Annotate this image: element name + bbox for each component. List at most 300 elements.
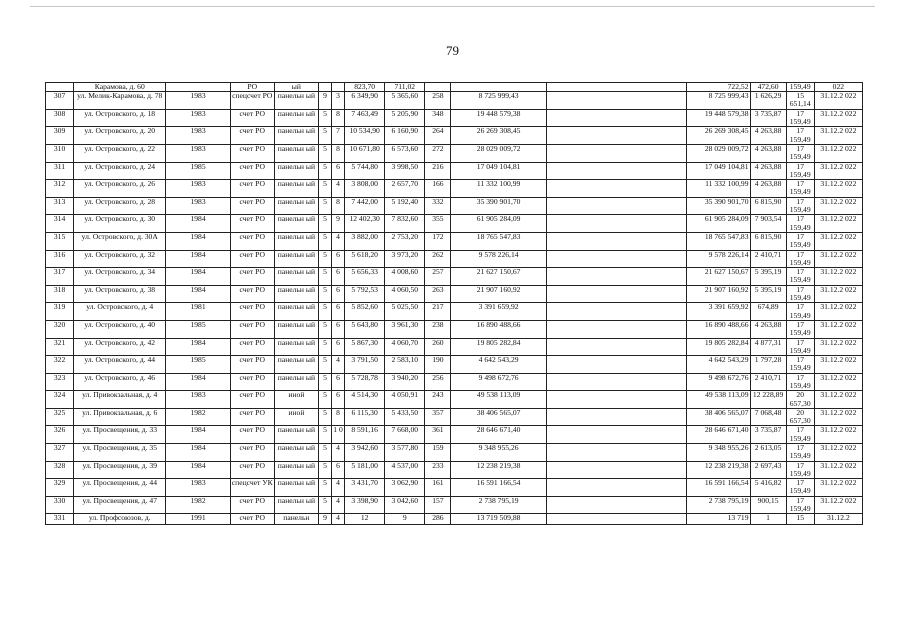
cell-cost-per-sqm: 7 068,48 [750, 408, 786, 426]
cell-address: ул. Просвещения, д. 47 [74, 496, 166, 514]
cell-wall-material: панельн ый [274, 92, 318, 110]
cell-total-area: 3 398,90 [345, 496, 385, 514]
cell-cost: 61 905 284,09 [451, 215, 546, 233]
cell-total-area: 8 591,16 [345, 426, 385, 444]
cell-deadline: 31.12.2 022 [814, 250, 862, 268]
cell-total-area: 3 882,00 [345, 232, 385, 250]
cell-row-number: 326 [46, 426, 74, 444]
cell-wall-material: панельн ый [274, 320, 318, 338]
cell-wall-material: панельн ый [274, 496, 318, 514]
cell-total-area: 6 115,30 [345, 408, 385, 426]
cell-wall-material: панельн ый [274, 303, 318, 321]
cell-fund-type: счет РО [230, 338, 274, 356]
cell-cost-per-sqm: 1 797,28 [750, 356, 786, 374]
cell-empty-cell [546, 127, 687, 145]
cell-cost: 26 269 308,45 [451, 127, 546, 145]
cell-limit-per-sqm: 17 159,49 [786, 461, 814, 479]
cell-row-number: 330 [46, 496, 74, 514]
cell-cost-total: 11 332 100,99 [687, 180, 750, 198]
cell-address: ул. Островского, д. 42 [74, 338, 166, 356]
cell-deadline: 31.12.2 022 [814, 426, 862, 444]
cell-empty-cell [546, 426, 687, 444]
table-row [46, 127, 863, 145]
cell-address: ул. Островского, д. 30 [74, 215, 166, 233]
cell-floors: 5 [318, 479, 331, 497]
cell-living-area: 5 192,40 [385, 197, 425, 215]
cell-cost: 9 348 955,26 [451, 444, 546, 462]
cell-total-area: 5 867,30 [345, 338, 385, 356]
cell-residents: 172 [425, 232, 451, 250]
cell-floors: 5 [318, 285, 331, 303]
cell-cost: 16 890 488,66 [451, 320, 546, 338]
cell-empty-cell [546, 514, 687, 525]
cell-entrances [332, 83, 345, 92]
cell-cost-total: 19 448 579,38 [687, 109, 750, 127]
cell-entrances: 6 [332, 338, 345, 356]
cell-cost: 16 591 166,54 [451, 479, 546, 497]
cell-limit-per-sqm: 20 657,30 [786, 391, 814, 409]
cell-limit-per-sqm: 17 159,49 [786, 232, 814, 250]
cell-total-area: 3 808,00 [345, 180, 385, 198]
cell-limit-per-sqm: 17 159,49 [786, 426, 814, 444]
cell-wall-material: панельн ый [274, 215, 318, 233]
table-row [46, 250, 863, 268]
cell-total-area: 5 728,78 [345, 373, 385, 391]
cell-residents: 159 [425, 444, 451, 462]
cell-cost: 19 805 282,84 [451, 338, 546, 356]
cell-limit-per-sqm: 17 159,49 [786, 250, 814, 268]
cell-entrances: 6 [332, 303, 345, 321]
table-row [46, 232, 863, 250]
cell-cost-total: 38 406 565,07 [687, 408, 750, 426]
cell-cost-total: 61 905 284,09 [687, 215, 750, 233]
cell-deadline: 31.12.2 022 [814, 496, 862, 514]
cell-total-area: 10 671,80 [345, 144, 385, 162]
cell-total-area: 5 643,80 [345, 320, 385, 338]
cell-floors: 5 [318, 391, 331, 409]
cell-wall-material: панельн ый [274, 338, 318, 356]
cell-cost-per-sqm: 2 613,05 [750, 444, 786, 462]
cell-empty-cell [546, 391, 687, 409]
cell-entrances: 6 [332, 373, 345, 391]
cell-residents: 166 [425, 180, 451, 198]
cell-deadline: 31.12.2 022 [814, 461, 862, 479]
cell-cost-total: 18 765 547,83 [687, 232, 750, 250]
cell-year: 1983 [166, 92, 230, 110]
cell-year: 1985 [166, 356, 230, 374]
cell-address: ул. Островского, д. 34 [74, 268, 166, 286]
table-row [46, 426, 863, 444]
cell-year: 1983 [166, 109, 230, 127]
cell-address: ул. Островского, д. 20 [74, 127, 166, 145]
cell-floors: 5 [318, 250, 331, 268]
cell-deadline: 31.12.2 022 [814, 373, 862, 391]
cell-limit-per-sqm: 17 159,49 [786, 180, 814, 198]
cell-entrances: 4 [332, 180, 345, 198]
table-row [46, 268, 863, 286]
cell-address: ул. Островского, д. 18 [74, 109, 166, 127]
cell-wall-material: панельн ый [274, 373, 318, 391]
cell-floors: 5 [318, 197, 331, 215]
cell-deadline: 31.12.2 022 [814, 391, 862, 409]
cell-floors: 5 [318, 426, 331, 444]
cell-cost-per-sqm: 3 735,87 [750, 109, 786, 127]
cell-address: ул. Островского, д. 46 [74, 373, 166, 391]
cell-cost-per-sqm: 5 416,82 [750, 479, 786, 497]
cell-entrances: 4 [332, 514, 345, 525]
cell-entrances: 8 [332, 197, 345, 215]
cell-empty-cell [546, 250, 687, 268]
cell-residents: 357 [425, 408, 451, 426]
cell-fund-type: счет РО [230, 391, 274, 409]
cell-floors: 5 [318, 268, 331, 286]
cell-wall-material: иной [274, 391, 318, 409]
cell-deadline: 31.12.2 022 [814, 268, 862, 286]
cell-address: ул. Островского, д. 28 [74, 197, 166, 215]
cell-deadline: 022 [814, 83, 862, 92]
cell-row-number: 320 [46, 320, 74, 338]
cell-fund-type: счет РО [230, 215, 274, 233]
cell-row-number: 322 [46, 356, 74, 374]
cell-fund-type: счет РО [230, 373, 274, 391]
cell-empty-cell [546, 408, 687, 426]
cell-living-area: 711,02 [385, 83, 425, 92]
cell-year: 1982 [166, 496, 230, 514]
cell-limit-per-sqm: 17 159,49 [786, 444, 814, 462]
cell-entrances: 6 [332, 268, 345, 286]
cell-entrances: 9 [332, 215, 345, 233]
cell-cost-total: 19 805 282,84 [687, 338, 750, 356]
table-row [46, 180, 863, 198]
housing-table [45, 82, 863, 525]
cell-living-area: 9 [385, 514, 425, 525]
table-row [46, 162, 863, 180]
cell-floors: 5 [318, 373, 331, 391]
cell-floors: 5 [318, 127, 331, 145]
cell-row-number: 331 [46, 514, 74, 525]
cell-fund-type: счет РО [230, 109, 274, 127]
table-row [46, 461, 863, 479]
cell-deadline: 31.12.2 022 [814, 338, 862, 356]
cell-empty-cell [546, 356, 687, 374]
cell-cost: 9 578 226,14 [451, 250, 546, 268]
cell-cost-total: 9 348 955,26 [687, 444, 750, 462]
cell-limit-per-sqm: 159,49 [786, 83, 814, 92]
cell-residents: 355 [425, 215, 451, 233]
table-row [46, 514, 863, 525]
cell-cost-total: 17 049 104,81 [687, 162, 750, 180]
cell-living-area: 2 583,10 [385, 356, 425, 374]
cell-residents: 348 [425, 109, 451, 127]
cell-year: 1984 [166, 285, 230, 303]
cell-living-area: 5 365,60 [385, 92, 425, 110]
cell-fund-type: счет РО [230, 320, 274, 338]
cell-total-area: 3 431,70 [345, 479, 385, 497]
cell-year: 1984 [166, 461, 230, 479]
cell-deadline: 31.12.2 [814, 514, 862, 525]
cell-row-number: 311 [46, 162, 74, 180]
cell-entrances: 4 [332, 496, 345, 514]
cell-cost-per-sqm: 5 395,19 [750, 285, 786, 303]
cell-living-area: 3 940,20 [385, 373, 425, 391]
cell-living-area: 5 025,50 [385, 303, 425, 321]
table-row [46, 356, 863, 374]
cell-year: 1984 [166, 426, 230, 444]
cell-wall-material: панельн ый [274, 109, 318, 127]
cell-deadline: 31.12.2 022 [814, 180, 862, 198]
table-row [46, 285, 863, 303]
cell-living-area: 4 060,70 [385, 338, 425, 356]
cell-row-number: 319 [46, 303, 74, 321]
cell-year: 1984 [166, 232, 230, 250]
cell-living-area: 3 973,20 [385, 250, 425, 268]
cell-row-number: 328 [46, 461, 74, 479]
cell-entrances: 4 [332, 356, 345, 374]
cell-limit-per-sqm: 17 159,49 [786, 356, 814, 374]
cell-cost-per-sqm: 7 903,54 [750, 215, 786, 233]
cell-residents: 216 [425, 162, 451, 180]
cell-floors: 5 [318, 303, 331, 321]
cell-deadline: 31.12.2 022 [814, 109, 862, 127]
cell-wall-material: панельн ый [274, 356, 318, 374]
cell-fund-type: счет РО [230, 514, 274, 525]
cell-limit-per-sqm: 17 159,49 [786, 479, 814, 497]
cell-wall-material: панельн ый [274, 268, 318, 286]
table-row [46, 496, 863, 514]
cell-wall-material: панельн ый [274, 162, 318, 180]
table-row [46, 338, 863, 356]
cell-total-area: 4 514,30 [345, 391, 385, 409]
cell-floors: 5 [318, 320, 331, 338]
cell-fund-type: счет РО [230, 250, 274, 268]
cell-empty-cell [546, 109, 687, 127]
cell-entrances: 6 [332, 250, 345, 268]
cell-entrances: 3 [332, 92, 345, 110]
cell-empty-cell [546, 83, 687, 92]
cell-year: 1983 [166, 391, 230, 409]
cell-row-number: 324 [46, 391, 74, 409]
cell-wall-material: панельн ый [274, 250, 318, 268]
cell-floors: 5 [318, 356, 331, 374]
cell-limit-per-sqm: 17 159,49 [786, 338, 814, 356]
cell-wall-material: панельн ый [274, 180, 318, 198]
cell-empty-cell [546, 232, 687, 250]
cell-deadline: 31.12.2 022 [814, 444, 862, 462]
cell-fund-type: счет РО [230, 144, 274, 162]
cell-row-number: 323 [46, 373, 74, 391]
cell-cost-total: 28 029 009,72 [687, 144, 750, 162]
cell-deadline: 31.12.2 022 [814, 127, 862, 145]
cell-residents: 161 [425, 479, 451, 497]
cell-address: Карамова, д. 60 [74, 83, 166, 92]
cell-residents: 233 [425, 461, 451, 479]
cell-fund-type: счет РО [230, 303, 274, 321]
cell-empty-cell [546, 461, 687, 479]
cell-empty-cell [546, 285, 687, 303]
cell-wall-material: панельн ый [274, 197, 318, 215]
cell-wall-material: ый [274, 83, 318, 92]
cell-cost: 17 049 104,81 [451, 162, 546, 180]
cell-empty-cell [546, 338, 687, 356]
cell-residents: 272 [425, 144, 451, 162]
cell-limit-per-sqm: 17 159,49 [786, 215, 814, 233]
cell-entrances: 8 [332, 144, 345, 162]
table-row [46, 109, 863, 127]
cell-floors: 5 [318, 232, 331, 250]
cell-living-area: 2 657,70 [385, 180, 425, 198]
cell-limit-per-sqm: 17 159,49 [786, 127, 814, 145]
cell-residents: 257 [425, 268, 451, 286]
cell-cost: 49 538 113,09 [451, 391, 546, 409]
cell-cost-per-sqm: 4 877,31 [750, 338, 786, 356]
cell-cost-per-sqm: 12 228,89 [750, 391, 786, 409]
cell-cost: 38 406 565,07 [451, 408, 546, 426]
cell-residents [425, 83, 451, 92]
cell-cost: 3 391 659,92 [451, 303, 546, 321]
cell-empty-cell [546, 303, 687, 321]
cell-cost-total: 16 591 166,54 [687, 479, 750, 497]
cell-total-area: 5 656,33 [345, 268, 385, 286]
cell-cost-per-sqm: 472,60 [750, 83, 786, 92]
cell-floors: 5 [318, 109, 331, 127]
cell-year: 1984 [166, 215, 230, 233]
cell-year [166, 83, 230, 92]
cell-limit-per-sqm: 17 159,49 [786, 268, 814, 286]
cell-residents: 238 [425, 320, 451, 338]
cell-cost: 13 719 509,88 [451, 514, 546, 525]
cell-total-area: 7 463,49 [345, 109, 385, 127]
cell-limit-per-sqm: 17 159,49 [786, 320, 814, 338]
cell-row-number: 307 [46, 92, 74, 110]
cell-total-area: 3 942,60 [345, 444, 385, 462]
cell-cost-total: 9 498 672,76 [687, 373, 750, 391]
cell-living-area: 3 577,80 [385, 444, 425, 462]
cell-living-area: 2 753,20 [385, 232, 425, 250]
cell-cost: 28 029 009,72 [451, 144, 546, 162]
cell-total-area: 12 [345, 514, 385, 525]
cell-entrances: 1 0 [332, 426, 345, 444]
cell-fund-type: счет РО [230, 197, 274, 215]
cell-entrances: 4 [332, 232, 345, 250]
cell-floors [318, 83, 331, 92]
cell-cost-per-sqm: 4 263,88 [750, 162, 786, 180]
cell-row-number: 314 [46, 215, 74, 233]
cell-address: ул. Островского, д. 32 [74, 250, 166, 268]
cell-residents: 258 [425, 92, 451, 110]
cell-limit-per-sqm: 17 159,49 [786, 373, 814, 391]
cell-year: 1983 [166, 479, 230, 497]
cell-row-number: 309 [46, 127, 74, 145]
cell-floors: 5 [318, 144, 331, 162]
cell-fund-type: счет РО [230, 461, 274, 479]
cell-cost-total: 12 238 219,38 [687, 461, 750, 479]
table-row [46, 408, 863, 426]
cell-wall-material: панельн ый [274, 144, 318, 162]
cell-cost: 19 448 579,38 [451, 109, 546, 127]
cell-row-number: 325 [46, 408, 74, 426]
cell-row-number [46, 83, 74, 92]
cell-deadline: 31.12.2 022 [814, 408, 862, 426]
cell-row-number: 329 [46, 479, 74, 497]
cell-total-area: 823,70 [345, 83, 385, 92]
cell-cost-total: 4 642 543,29 [687, 356, 750, 374]
cell-address: ул. Островского, д. 24 [74, 162, 166, 180]
cell-address: ул. Просвещения, д. 35 [74, 444, 166, 462]
cell-floors: 5 [318, 461, 331, 479]
cell-cost-total: 722,52 [687, 83, 750, 92]
cell-total-area: 5 181,00 [345, 461, 385, 479]
cell-year: 1982 [166, 408, 230, 426]
cell-floors: 9 [318, 514, 331, 525]
cell-cost: 8 725 999,43 [451, 92, 546, 110]
cell-floors: 5 [318, 444, 331, 462]
cell-address: ул. Островского, д. 30А [74, 232, 166, 250]
table-row [46, 391, 863, 409]
cell-row-number: 316 [46, 250, 74, 268]
cell-floors: 5 [318, 162, 331, 180]
cell-cost: 12 238 219,38 [451, 461, 546, 479]
cell-fund-type: счет РО [230, 268, 274, 286]
cell-year: 1985 [166, 320, 230, 338]
cell-cost-per-sqm: 6 815,90 [750, 197, 786, 215]
cell-address: ул. Просвещения, д. 44 [74, 479, 166, 497]
cell-address: ул. Просвещения, д. 33 [74, 426, 166, 444]
cell-limit-per-sqm: 17 159,49 [786, 109, 814, 127]
cell-fund-type: спецсчет УК [230, 479, 274, 497]
cell-living-area: 6 573,60 [385, 144, 425, 162]
cell-year: 1981 [166, 303, 230, 321]
cell-fund-type: счет РО [230, 444, 274, 462]
cell-limit-per-sqm: 17 159,49 [786, 197, 814, 215]
cell-residents: 264 [425, 127, 451, 145]
cell-residents: 262 [425, 250, 451, 268]
cell-cost: 21 907 160,92 [451, 285, 546, 303]
cell-empty-cell [546, 444, 687, 462]
cell-entrances: 4 [332, 444, 345, 462]
cell-residents: 256 [425, 373, 451, 391]
cell-year: 1983 [166, 144, 230, 162]
cell-row-number: 308 [46, 109, 74, 127]
cell-fund-type: счет РО [230, 162, 274, 180]
cell-wall-material: панельн ый [274, 127, 318, 145]
cell-cost-per-sqm: 674,89 [750, 303, 786, 321]
cell-fund-type: счет РО [230, 496, 274, 514]
cell-year: 1983 [166, 127, 230, 145]
cell-address: ул. Профсоюзов, д. [74, 514, 166, 525]
cell-residents: 260 [425, 338, 451, 356]
cell-wall-material: панельн ый [274, 444, 318, 462]
cell-deadline: 31.12.2 022 [814, 232, 862, 250]
table-row [46, 83, 863, 92]
cell-limit-per-sqm: 15 651,14 [786, 92, 814, 110]
cell-limit-per-sqm: 17 159,49 [786, 144, 814, 162]
cell-empty-cell [546, 197, 687, 215]
cell-deadline: 31.12.2 022 [814, 479, 862, 497]
cell-address: ул. Привокзальная, д. 6 [74, 408, 166, 426]
cell-entrances: 4 [332, 479, 345, 497]
cell-address: ул. Просвещения, д. 39 [74, 461, 166, 479]
cell-residents: 263 [425, 285, 451, 303]
cell-cost-per-sqm: 5 395,19 [750, 268, 786, 286]
cell-cost: 18 765 547,83 [451, 232, 546, 250]
cell-wall-material: панельн ый [274, 461, 318, 479]
cell-cost-per-sqm: 6 815,90 [750, 232, 786, 250]
cell-cost [451, 83, 546, 92]
cell-cost: 28 646 671,40 [451, 426, 546, 444]
cell-address: ул. Мелик-Карамова, д. 78 [74, 92, 166, 110]
cell-empty-cell [546, 479, 687, 497]
cell-row-number: 312 [46, 180, 74, 198]
